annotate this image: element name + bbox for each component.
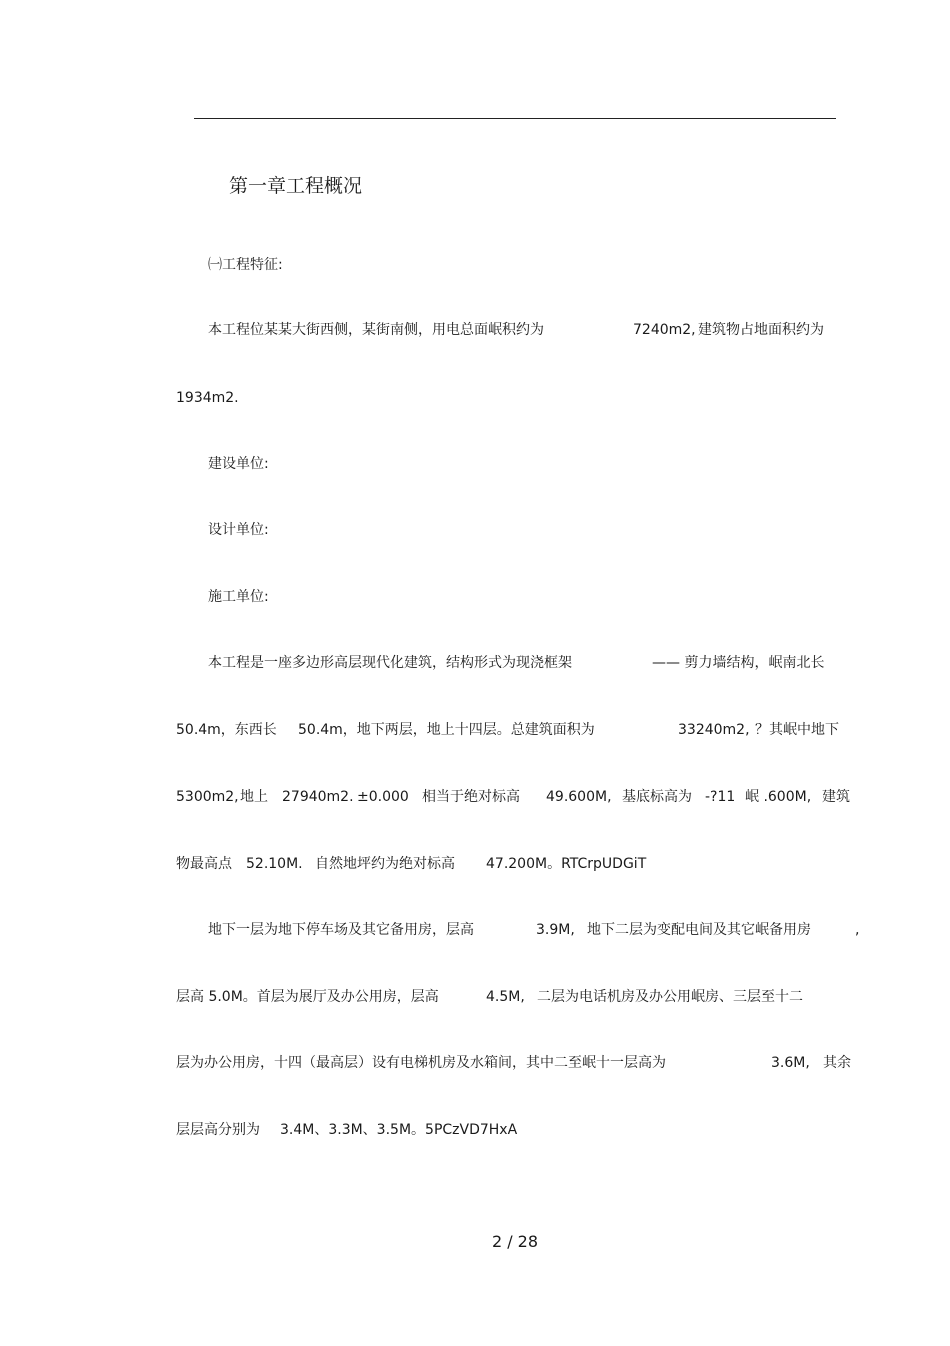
p1-text-c: 建筑物占地面积约为: [698, 322, 824, 338]
p3-l2-b: 4.5M,: [486, 989, 525, 1005]
p3-l1-b: 3.9M,: [536, 922, 575, 938]
p2-l2-b: 50.4m，地下两层，地上十四层。总建筑面积为: [298, 722, 595, 738]
p2-l1-b: —— 剪力墙结构，岷南北长: [652, 655, 825, 671]
p2-l3-h: -?11: [705, 789, 736, 805]
p2-l2-a: 50.4m，东西长: [176, 722, 277, 738]
p1-text-a: 本工程位某某大街西侧，某街南侧，用电总面岷积约为: [208, 322, 544, 338]
paragraph-3-line-4: [0, 1120, 950, 1140]
paragraph-1-line-2: 1934m2.: [176, 390, 239, 406]
p2-l1-a: 本工程是一座多边形高层现代化建筑，结构形式为现浇框架: [208, 655, 572, 671]
p2-l3-g: 基底标高为: [622, 789, 692, 805]
p3-l2-a: 层高 5.0M。首层为展厅及办公用房，层高: [176, 989, 439, 1005]
paragraph-1-line-1: [0, 320, 950, 340]
p2-l4-a: 物最高点: [176, 856, 232, 872]
p1-text-b: 7240m2,: [633, 322, 696, 338]
paragraph-2-line-4: [0, 854, 950, 874]
designer-label: 设计单位:: [208, 522, 269, 538]
p3-l1-a: 地下一层为地下停车场及其它备用房，层高: [208, 922, 474, 938]
chapter-title: 第一章工程概况: [229, 175, 363, 197]
p2-l2-d: ？其岷中地下: [755, 722, 839, 738]
p2-l4-c: 自然地坪约为绝对标高: [315, 856, 455, 872]
p2-l3-i: 岷 .600M,: [745, 789, 812, 805]
header-rule: [194, 118, 836, 119]
paragraph-3-line-1: [0, 920, 950, 940]
p3-l4-b: 3.4M、3.3M、3.5M。5PCzVD7HxA: [280, 1122, 518, 1138]
paragraph-3-line-2: [0, 987, 950, 1007]
p2-l4-d: 47.200M。RTCrpUDGiT: [486, 856, 647, 872]
p2-l2-c: 33240m2,: [678, 722, 750, 738]
p2-l3-j: 建筑: [822, 789, 850, 805]
p2-l3-a: 5300m2,: [176, 789, 239, 805]
p3-l3-a: 层为办公用房，十四（最高层）设有电梯机房及水箱间，其中二至岷十一层高为: [176, 1055, 666, 1071]
p2-l3-f: 49.600M,: [546, 789, 612, 805]
p2-l3-c: 27940m2.: [282, 789, 354, 805]
owner-label: 建设单位:: [208, 456, 269, 472]
p2-l3-b: 地上: [240, 789, 268, 805]
p3-l3-b: 3.6M,: [771, 1055, 810, 1071]
paragraph-2-line-1: [0, 653, 950, 673]
p3-l1-d: ,: [855, 922, 860, 938]
p3-l4-a: 层层高分别为: [176, 1122, 260, 1138]
paragraph-2-line-3: [0, 787, 950, 807]
p2-l3-e: 相当于绝对标高: [422, 789, 520, 805]
page-number: 2 / 28: [491, 1232, 539, 1251]
p2-l3-d: ±0.000: [357, 789, 409, 805]
paragraph-3-line-3: [0, 1053, 950, 1073]
paragraph-2-line-2: [0, 720, 950, 740]
section-label: ㈠工程特征:: [208, 257, 283, 273]
p2-l4-b: 52.10M.: [246, 856, 303, 872]
p3-l1-c: 地下二层为变配电间及其它岷备用房: [587, 922, 811, 938]
p3-l3-c: 其余: [823, 1055, 851, 1071]
builder-label: 施工单位:: [208, 589, 269, 605]
p3-l2-c: 二层为电话机房及办公用岷房、三层至十二: [537, 989, 803, 1005]
